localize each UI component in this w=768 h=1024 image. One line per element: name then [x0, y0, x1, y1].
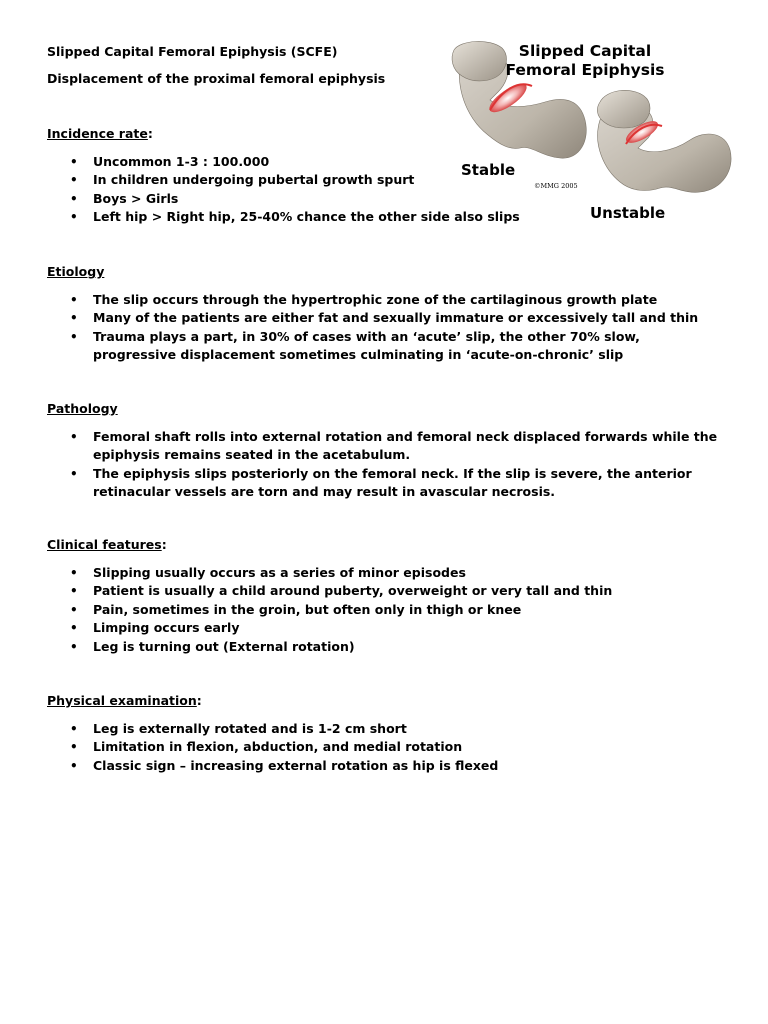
list-item — [0, 208, 723, 226]
list-item — [0, 582, 723, 600]
list-item — [0, 291, 723, 309]
list-item-text: Many of the patients are either fat and sexually immature or excessively tall and thin — [93, 310, 699, 326]
bullet-icon: • — [70, 722, 78, 736]
figure-title — [450, 42, 735, 80]
heading-text: Physical examination — [47, 693, 197, 708]
list-item — [0, 564, 723, 582]
list-item-text: Pain, sometimes in the groin, but often only in thigh or knee — [93, 601, 522, 617]
list-item-text: Limping occurs early — [93, 620, 240, 636]
list-item — [0, 601, 723, 619]
list-item-text: Uncommon 1-3 : 100.000 — [93, 154, 270, 169]
list-incidence-rate — [0, 153, 720, 227]
document-subtitle: Displacement of the proximal femoral epiphysis — [47, 71, 386, 86]
list-clinical-features — [0, 564, 720, 656]
heading-text: Incidence rate — [47, 126, 148, 141]
list-item — [0, 638, 723, 656]
list-item-text: Leg is externally rotated and is 1-2 cm short — [93, 721, 407, 736]
list-item-text: Trauma plays a part, in 30% of cases with an ‘acute’ slip, the other 70% slow, progressive displacement sometimes culminating in ‘acute-on-chronic’ slip — [93, 328, 640, 363]
list-item-text: Classic sign – increasing external rotation as hip is flexed — [93, 757, 499, 773]
heading-text: Pathology — [47, 401, 118, 416]
bullet-icon: • — [70, 191, 78, 206]
bullet-icon: • — [70, 758, 78, 773]
list-item — [0, 428, 723, 465]
list-item — [0, 738, 723, 756]
list-item-text: Patient is usually a child around puberty, overweight or very tall and thin — [93, 583, 613, 599]
heading-etiology — [47, 264, 104, 279]
bullet-icon: • — [70, 566, 78, 580]
list-item-text: Boys > Girls — [93, 190, 179, 206]
heading-incidence-rate — [47, 126, 153, 141]
heading-physical-examination — [47, 693, 202, 708]
heading-suffix: : — [196, 693, 202, 708]
list-item — [0, 153, 723, 171]
bullet-icon: • — [70, 584, 78, 599]
bullet-icon: • — [70, 639, 78, 654]
list-item-text: Leg is turning out (External rotation) — [93, 638, 355, 654]
list-item-text: In children undergoing pubertal growth spurt — [93, 172, 415, 188]
list-item-text: Left hip > Right hip, 25-40% chance the other side also slips — [93, 209, 520, 225]
list-item-text: The slip occurs through the hypertrophic zone of the cartilaginous growth plate — [93, 292, 658, 307]
list-item-text: Limitation in flexion, abduction, and medial rotation — [93, 739, 463, 755]
heading-pathology — [47, 401, 118, 416]
label-stable: Stable — [461, 161, 516, 179]
bullet-icon: • — [70, 329, 78, 344]
list-item-text: Femoral shaft rolls into external rotation and femoral neck displaced forwards while the epiphysis remains seated in the acetabulum. — [93, 429, 718, 463]
figure-title-line1: Slipped Capital — [518, 42, 652, 60]
bullet-icon: • — [70, 293, 78, 307]
bullet-icon: • — [70, 602, 78, 617]
list-item — [0, 309, 723, 327]
bullet-icon: • — [70, 430, 78, 444]
list-item-text: The epiphysis slips posteriorly on the femoral neck. If the slip is severe, the anterior retinacular vessels are torn and may result in avascular necrosis. — [93, 465, 692, 500]
heading-text: Clinical features — [47, 537, 162, 552]
bullet-icon: • — [70, 621, 78, 636]
bullet-icon: • — [70, 155, 78, 169]
list-pathology — [0, 428, 720, 502]
bullet-icon: • — [70, 740, 78, 755]
list-item — [0, 720, 723, 738]
figure-title-line2: Femoral Epiphysis — [505, 61, 665, 79]
heading-suffix: : — [161, 537, 167, 552]
list-item — [0, 465, 723, 502]
bullet-icon: • — [70, 210, 78, 225]
bullet-icon: • — [70, 466, 78, 481]
list-item-text: Slipping usually occurs as a series of minor episodes — [93, 565, 466, 580]
document-title: Slipped Capital Femoral Epiphysis (SCFE) — [47, 44, 338, 59]
list-item — [0, 619, 723, 637]
heading-clinical-features — [47, 537, 167, 552]
heading-text: Etiology — [47, 264, 105, 279]
list-item — [0, 757, 723, 775]
list-etiology — [0, 291, 720, 365]
list-item — [0, 171, 723, 189]
bullet-icon: • — [70, 173, 78, 188]
heading-suffix: : — [147, 126, 153, 141]
bullet-icon: • — [70, 311, 78, 326]
label-unstable: Unstable — [590, 204, 666, 222]
figure-copyright: ©MMG 2005 — [534, 182, 578, 190]
list-item — [0, 328, 723, 365]
list-item — [0, 190, 723, 208]
list-physical-examination — [0, 720, 720, 775]
